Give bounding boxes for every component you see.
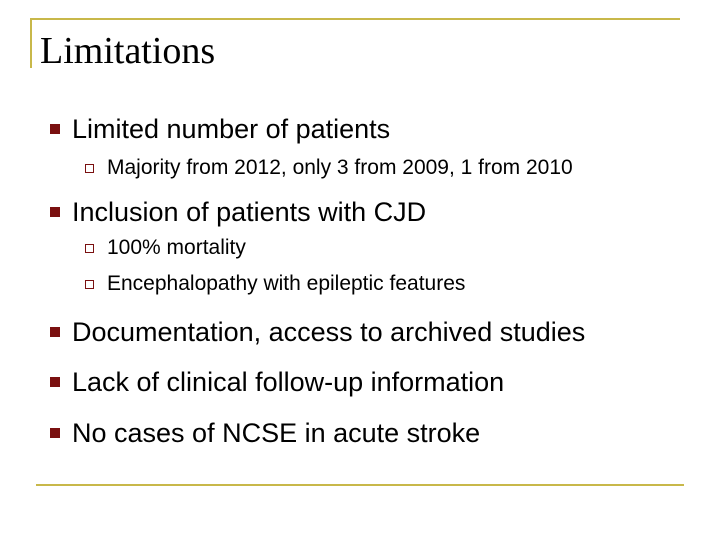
square-bullet-icon xyxy=(50,327,60,337)
square-bullet-icon xyxy=(50,124,60,134)
slide-title: Limitations xyxy=(40,30,216,72)
square-bullet-icon xyxy=(50,428,60,438)
subbullet-majority-2012: Majority from 2012, only 3 from 2009, 1 from 2010 xyxy=(107,156,573,179)
square-bullet-icon xyxy=(50,377,60,387)
square-bullet-icon xyxy=(50,207,60,217)
hollow-square-bullet-icon xyxy=(85,164,94,173)
subbullet-encephalopathy: Encephalopathy with epileptic features xyxy=(107,272,466,295)
bullet-documentation: Documentation, access to archived studies xyxy=(72,317,586,347)
bullet-ncse-stroke: No cases of NCSE in acute stroke xyxy=(72,418,481,448)
bullet-inclusion-cjd: Inclusion of patients with CJD xyxy=(72,197,427,227)
frame-top-line xyxy=(30,18,680,20)
bullet-limited-patients: Limited number of patients xyxy=(72,114,391,144)
hollow-square-bullet-icon xyxy=(85,244,94,253)
subbullet-mortality: 100% mortality xyxy=(107,236,246,259)
hollow-square-bullet-icon xyxy=(85,280,94,289)
frame-bottom-line xyxy=(36,484,684,486)
frame-left-line xyxy=(30,18,32,68)
bullet-follow-up: Lack of clinical follow-up information xyxy=(72,367,505,397)
